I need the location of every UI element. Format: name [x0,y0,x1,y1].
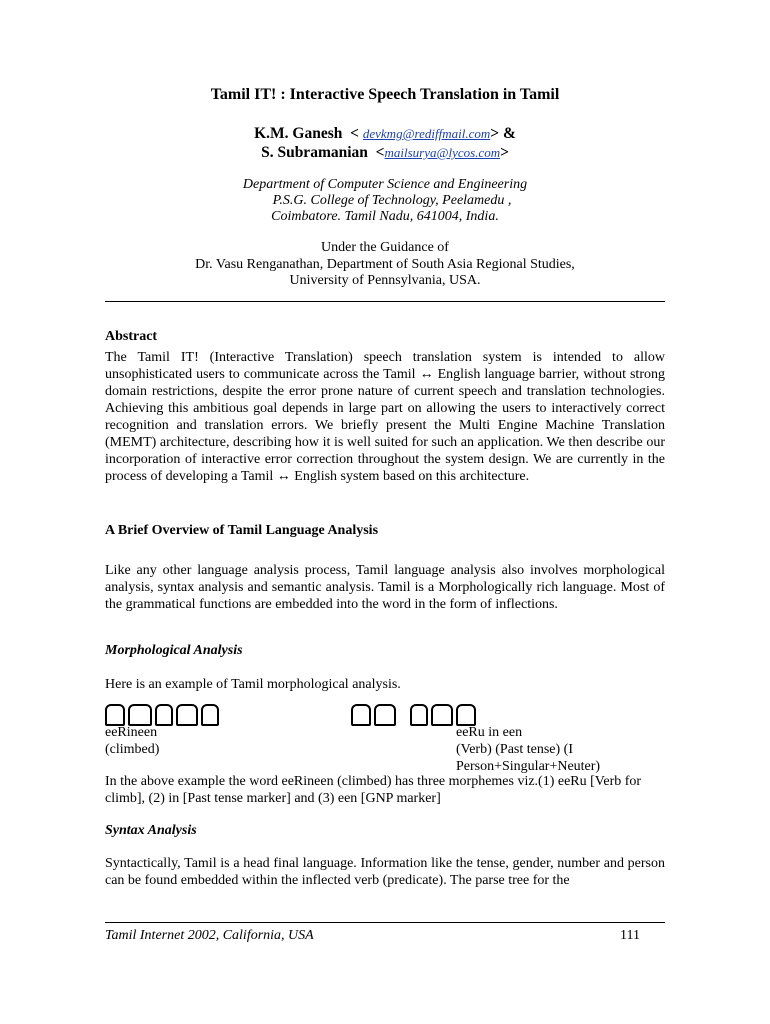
word-gloss: (climbed) [105,742,160,757]
guidance-line-3: University of Pennsylvania, USA. [289,273,481,288]
guidance-line-1: Under the Guidance of [321,240,449,255]
morpheme-transliteration: eeRu in een [456,725,523,740]
morpheme-gloss: (Verb) (Past tense) (I Person+Singular+Neuter) [456,742,601,774]
author-name-1: K.M. Ganesh [254,125,343,142]
header-divider [105,301,665,302]
author-line-2: S. Subramanian <mailsurya@lycos.com> [261,144,509,161]
author-name-2: S. Subramanian [261,144,368,161]
page-number: 111 [620,928,640,943]
footer-venue: Tamil Internet 2002, California, USA [105,928,314,943]
author-email-link-1[interactable]: devkmg@rediffmail.com [362,126,491,141]
guidance-line-2: Dr. Vasu Renganathan, Department of South Asia Regional Studies, [195,256,575,272]
author-conjunction: & [502,125,516,142]
syntax-heading: Syntax Analysis [105,823,197,838]
morphology-intro: Here is an example of Tamil morphological analysis. [105,677,401,692]
author-line-1: K.M. Ganesh < devkmg@rediffmail.com> & [254,125,516,142]
abstract-body: The Tamil IT! (Interactive Translation) speech translation system is intended to allow unsophisticated users to communicate across the Tamil ↔ English language barrier, without strong domain restrictions, despite the error prone nature of current speech and translation technologies. Achieving this ambitious goal depends in large part on allowing the users to interactively correct recognition and translation errors. We briefly present the Multi Engine Machine Translation (MEMT) architecture, describing how it is well suited for such an application. We then describe our incorporation of interactive error correction throughout the system design. We are currently in the process of developing a Tamil ↔ English system based on this architecture. [105,350,665,484]
footer-divider [105,922,665,923]
affiliation-line-3: Coimbatore. Tamil Nadu, 641004, India. [271,209,499,224]
affiliation-line-2: P.S.G. College of Technology, Peelamedu , [272,193,512,208]
syntax-body: Syntactically, Tamil is a head final language. Information like the tense, gender, number and person can be found embedded within the inflected verb (predicate). The parse tree for the [105,856,665,888]
affiliation [0,177,770,225]
guidance-block [0,240,770,290]
overview-body: Like any other language analysis process, Tamil language analysis also involves morphological analysis, syntax analysis and semantic analysis. Tamil is a Morphologically rich language. Most of the grammatical functions are embedded into the word in the form of inflections. [105,563,665,612]
author-block [0,124,770,162]
overview-heading: A Brief Overview of Tamil Language Analysis [105,523,379,538]
morphology-heading: Morphological Analysis [105,643,243,658]
paper-title: Tamil IT! : Interactive Speech Translation in Tamil [210,86,560,103]
author-email-link-2[interactable]: mailsurya@lycos.com [384,145,501,160]
word-transliteration: eeRineen [105,725,158,740]
affiliation-line-1: Department of Computer Science and Engineering [242,177,528,192]
abstract-heading: Abstract [105,329,158,344]
morphology-explanation: In the above example the word eeRineen (climbed) has three morphemes viz.(1) eeRu [Verb for climb], (2) in [Past tense marker] and (3) een [GNP marker] [105,774,642,806]
morphology-example [105,724,665,774]
